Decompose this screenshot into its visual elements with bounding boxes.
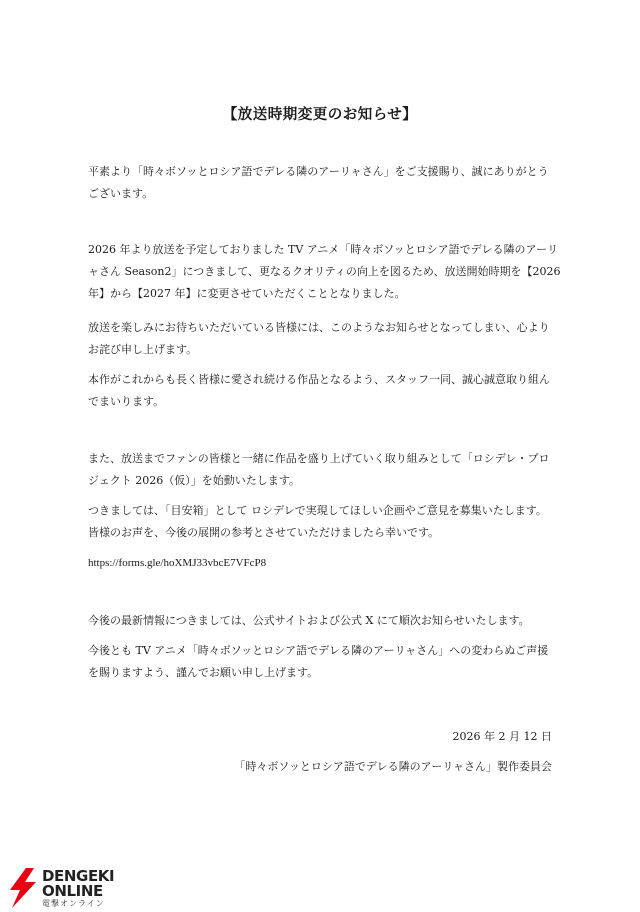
text-line: を賜りますよう、謹んでお願い申し上げます。 xyxy=(88,666,319,679)
text-line: 2026 年より放送を予定しておりました TV アニメ「時々ボソッとロシア語でデレる隣のアーリ xyxy=(88,243,559,256)
text-line: 今後の最新情報につきましては、公式サイトおよび公式 X にて順次お知らせいたします。 xyxy=(88,614,530,627)
text-line: 本作がこれからも長く皆様に愛され続ける作品となるよう、スタッフ一同、誠心誠意取り組ん xyxy=(88,373,550,386)
paragraph-suggestion-box xyxy=(88,500,558,544)
text-line: お詫び申し上げます。 xyxy=(88,343,198,356)
paragraph-closing xyxy=(88,640,558,684)
paragraph-greeting xyxy=(88,161,558,205)
form-url-link[interactable]: https://forms.gle/hoXMJ33vbcE7VFcP8 xyxy=(88,557,267,569)
text-line: 平素より「時々ボソッとロシア語でデレる隣のアーリャさん」をご支援賜り、誠にありがとう xyxy=(88,165,549,178)
text-line: 今後とも TV アニメ「時々ボソッとロシア語でデレる隣のアーリャさん」への変わらぬご声援 xyxy=(88,644,549,657)
issuer-committee: 「時々ボソッとロシア語でデレる隣のアーリャさん」製作委員会 xyxy=(234,760,552,773)
text-line: 皆様のお声を、今後の展開の参考とさせていただけましたら幸いです。 xyxy=(88,526,440,539)
text-line: ャさん Season2」につきまして、更なるクオリティの向上を図るため、放送開始時期を【2026 xyxy=(88,265,561,278)
text-line: ジェクト 2026（仮）」を始動いたします。 xyxy=(88,474,300,487)
paragraph-project xyxy=(88,448,558,492)
text-line: 年】から【2027 年】に変更させていただくこととなりました。 xyxy=(88,287,406,300)
text-line: でまいります。 xyxy=(88,395,165,408)
text-line: 放送を楽しみにお待ちいただいている皆様には、このようなお知らせとなってしまい、心より xyxy=(88,321,550,334)
brand-line-1: DENGEKI xyxy=(42,867,115,885)
text-line: ございます。 xyxy=(88,187,154,200)
brand-line-2: ONLINE xyxy=(42,882,103,900)
announcement-date: 2026 年 2 月 12 日 xyxy=(452,730,552,743)
paragraph-schedule-change xyxy=(88,239,561,305)
text-line: また、放送までファンの皆様と一緒に作品を盛り上げていく取り組みとして「ロシデレ・プロ xyxy=(88,452,550,465)
dengeki-online-watermark xyxy=(6,866,136,910)
paragraph-commitment xyxy=(88,369,558,413)
page-title: 【放送時期変更のお知らせ】 xyxy=(222,106,418,123)
paragraph-apology xyxy=(88,317,558,361)
text-line: つきましては、「目安箱」として ロシデレで実現してほしい企画やご意見を募集いたします。 xyxy=(88,504,547,517)
lightning-bolt-icon xyxy=(6,868,40,908)
brand-line-3: 電撃オンライン xyxy=(42,899,105,908)
paragraph-official-info xyxy=(88,610,558,632)
